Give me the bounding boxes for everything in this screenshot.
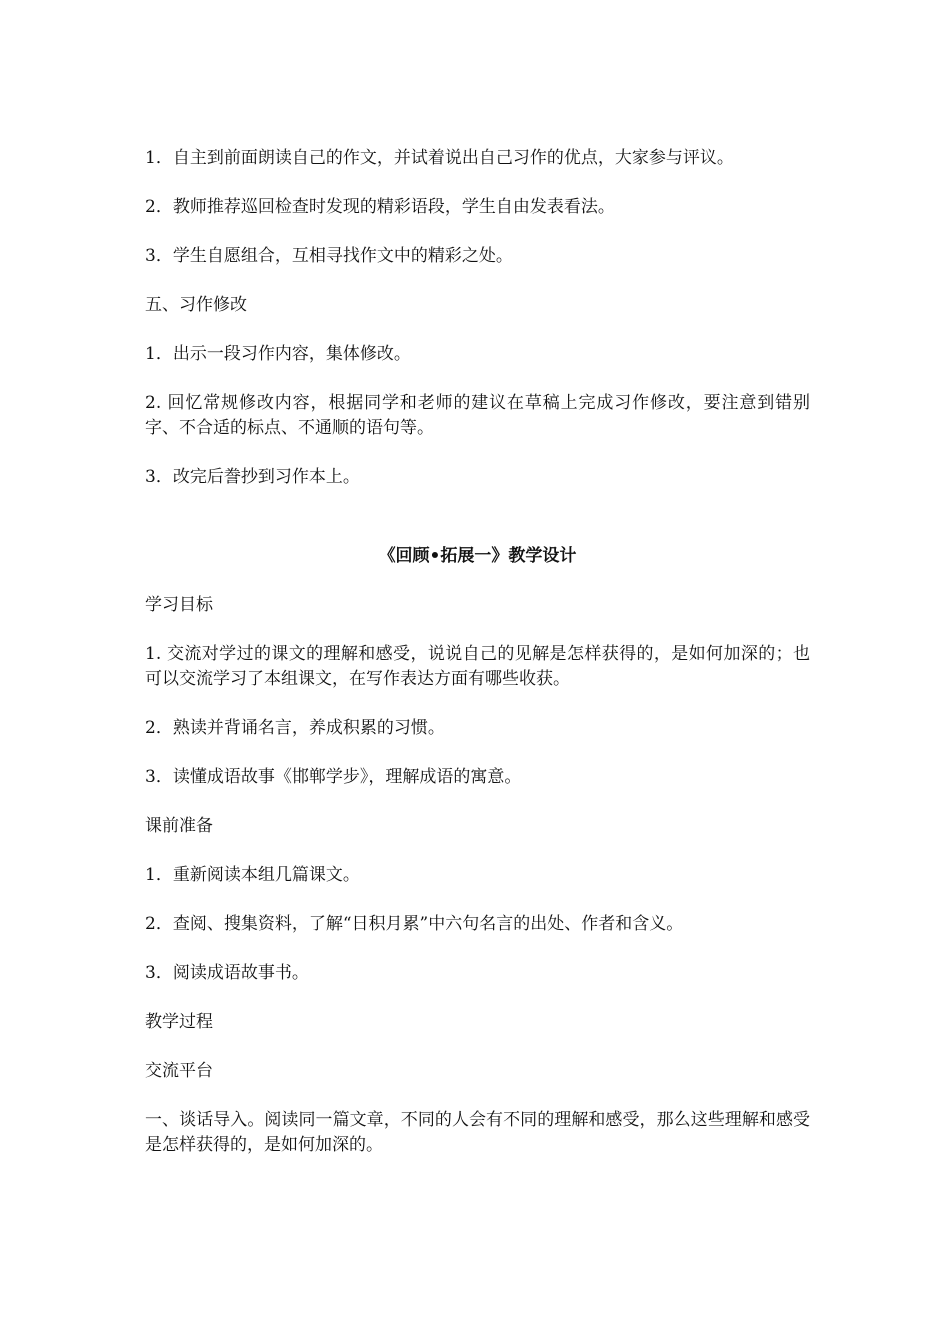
heading-exchange-platform: 交流平台 [145, 1061, 213, 1081]
paragraph-prep-3: 3．阅读成语故事书。 [145, 963, 309, 983]
paragraph-read-aloud: 1．自主到前面朗读自己的作文，并试着说出自己习作的优点，大家参与评议。 [145, 148, 734, 168]
paragraph-goal-3: 3．读懂成语故事《邯郸学步》，理解成语的寓意。 [145, 767, 522, 787]
paragraph-collective-revise: 1．出示一段习作内容，集体修改。 [145, 344, 411, 364]
heading-preparation: 课前准备 [145, 816, 213, 836]
paragraph-teacher-recommend: 2．教师推荐巡回检查时发现的精彩语段，学生自由发表看法。 [145, 197, 615, 217]
paragraph-introduction: 一、谈话导入。阅读同一篇文章，不同的人会有不同的理解和感受，那么这些理解和感受是怎样获得的，是如何加深的。 [145, 1110, 810, 1155]
paragraph-goal-1: 1. 交流对学过的课文的理解和感受，说说自己的见解是怎样获得的，是如何加深的；也可以交流学习了本组课文，在写作表达方面有哪些收获。 [145, 644, 810, 689]
paragraph-recall-revise: 2. 回忆常规修改内容，根据同学和老师的建议在草稿上完成习作修改，要注意到错别字、不合适的标点、不通顺的语句等。 [145, 393, 810, 438]
document-title: 《回顾•拓展一》教学设计 [378, 546, 577, 566]
heading-teaching-process: 教学过程 [145, 1012, 213, 1032]
paragraph-goal-2: 2．熟读并背诵名言，养成积累的习惯。 [145, 718, 445, 738]
heading-learning-goals: 学习目标 [145, 595, 213, 615]
heading-revision: 五、习作修改 [145, 295, 247, 315]
paragraph-copy-neatly: 3．改完后誊抄到习作本上。 [145, 467, 360, 487]
document-body [145, 146, 810, 1158]
paragraph-prep-2: 2．查阅、搜集资料，了解“日积月累”中六句名言的出处、作者和含义。 [145, 914, 684, 934]
paragraph-prep-1: 1．重新阅读本组几篇课文。 [145, 865, 360, 885]
paragraph-group-search: 3．学生自愿组合，互相寻找作文中的精彩之处。 [145, 246, 513, 266]
